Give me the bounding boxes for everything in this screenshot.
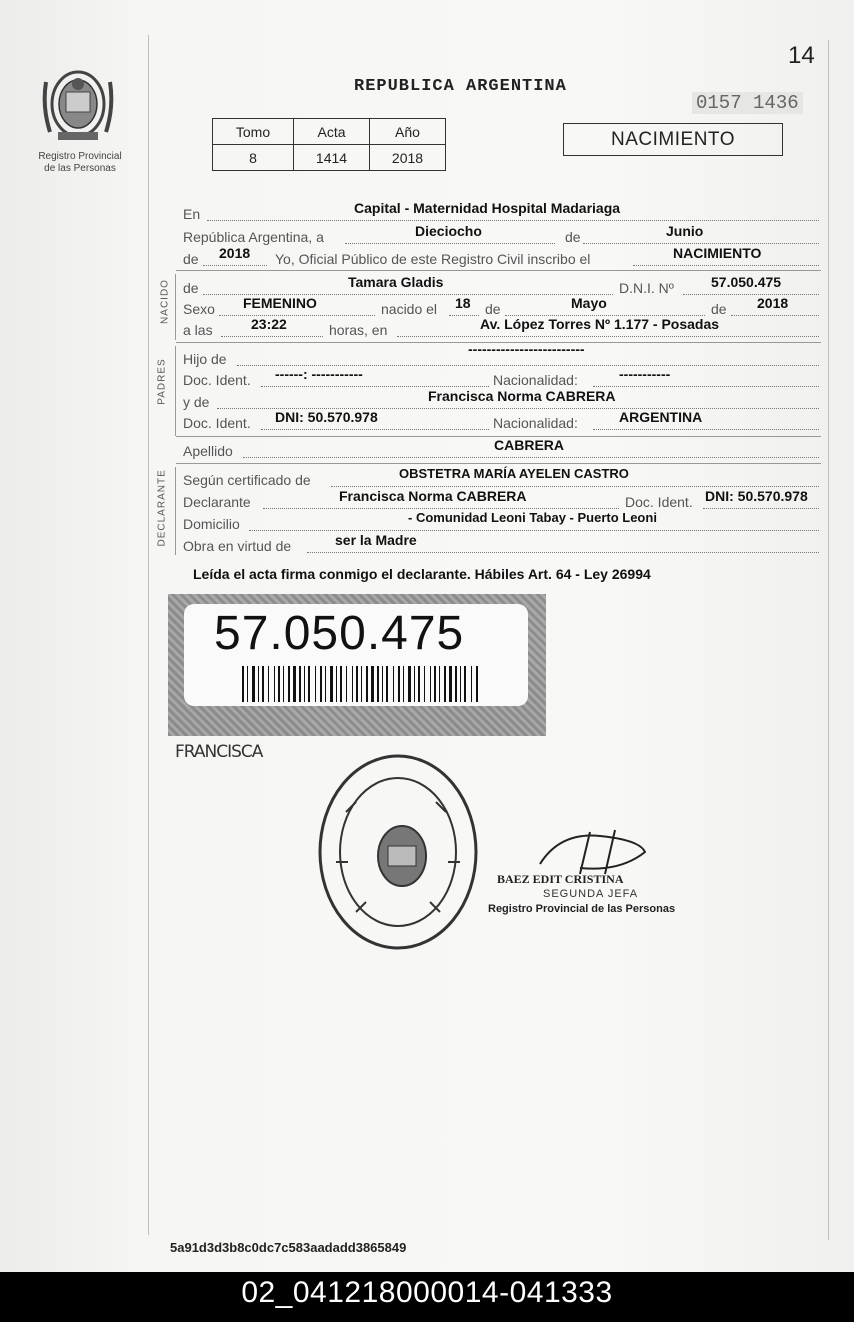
de4-label: de [485, 301, 501, 317]
row-en [183, 200, 823, 226]
decl-label: Declarante [183, 494, 251, 510]
obra-value: ser la Madre [335, 532, 417, 548]
padres-sidebar [175, 346, 176, 436]
de5-label: de [711, 301, 727, 317]
barcode-inner [184, 604, 528, 706]
acta-value: 1414 [294, 145, 370, 171]
month-value: Junio [666, 223, 704, 239]
yo-text: Yo, Oficial Público de este Registro Civil inscribo el [275, 251, 591, 267]
declarant-signature: FRANCISCA [175, 742, 263, 762]
birth-year-value: 2018 [757, 295, 789, 311]
tomo-header: Tomo [213, 119, 294, 145]
official-name: BAEZ EDIT CRISTINA [497, 872, 624, 886]
row-doc2 [183, 409, 823, 435]
row-time [183, 316, 823, 342]
logo-caption-line1: Registro Provincial [38, 151, 122, 162]
serial-number: 0157 1436 [692, 92, 803, 114]
decl-doc-value: DNI: 50.570.978 [705, 488, 808, 504]
nac1-value: ----------- [619, 366, 671, 382]
anio-header: Año [370, 119, 446, 145]
inscribo-value: NACIMIENTO [673, 245, 762, 261]
barcode-bars-icon [242, 666, 482, 702]
mother-value: Francisca Norma CABRERA [428, 388, 616, 404]
right-margin-line [828, 40, 829, 1240]
en-label: En [183, 206, 201, 222]
logo-caption [30, 151, 130, 175]
doc1-value: ------: ----------- [275, 366, 363, 382]
document-title: REPUBLICA ARGENTINA [354, 77, 567, 96]
registry-table-values [213, 145, 446, 171]
logo-caption-line2: de las Personas [44, 163, 116, 174]
footer-id: 02_041218000014-041333 [241, 1276, 613, 1309]
act-type-box: NACIMIENTO [563, 123, 783, 156]
declarante-side-label: DECLARANTE [156, 469, 168, 547]
yde-label: y de [183, 394, 210, 410]
nacido-sidebar [175, 274, 176, 340]
closing-text: Leída el acta firma conmigo el declarante. Hábiles Art. 64 - Ley 26994 [193, 566, 651, 582]
hijo-value: ------------------------- [468, 341, 585, 357]
de2-label: de [183, 251, 199, 267]
obra-label: Obra en virtud de [183, 538, 292, 554]
birth-day-value: 18 [455, 295, 471, 311]
registry-table [212, 118, 446, 171]
de-label: de [565, 229, 581, 245]
decl-value: Francisca Norma CABRERA [339, 488, 527, 504]
apellido-label: Apellido [183, 443, 233, 459]
document-hash: 5a91d3d3b8c0dc7c583aadadd3865849 [170, 1240, 407, 1255]
dni-label: D.N.I. Nº [619, 280, 674, 296]
apellido-value: CABRERA [494, 437, 564, 453]
de3-label: de [183, 280, 199, 296]
sexo-label: Sexo [183, 301, 215, 317]
province-crest-icon [38, 62, 118, 147]
alas-label: a las [183, 322, 213, 338]
nac2-value: ARGENTINA [619, 409, 703, 425]
tomo-value: 8 [213, 145, 294, 171]
republica-label: República Argentina, a [183, 229, 324, 245]
decl-doc-label: Doc. Ident. [625, 494, 693, 510]
nacido-side-label: NACIDO [159, 279, 171, 324]
horas-label: horas, en [329, 322, 388, 338]
row-year [183, 245, 823, 271]
time-value: 23:22 [251, 316, 287, 332]
hijo-label: Hijo de [183, 351, 227, 367]
page-number: 14 [788, 42, 815, 69]
row-domicilio [183, 510, 823, 536]
barcode-number: 57.050.475 [214, 607, 465, 660]
row-obra [183, 532, 823, 558]
birth-month-value: Mayo [571, 295, 607, 311]
day-value: Dieciocho [415, 223, 482, 239]
cert-value: OBSTETRA MARÍA AYELEN CASTRO [399, 466, 629, 481]
dni-value: 57.050.475 [711, 274, 782, 290]
en-value: Capital - Maternidad Hospital Madariaga [354, 200, 621, 216]
nacido-label: nacido el [381, 301, 438, 317]
doc2-value: DNI: 50.570.978 [275, 409, 378, 425]
place-value: Av. López Torres Nº 1.177 - Posadas [480, 316, 720, 332]
official-role: SEGUNDA JEFA [543, 888, 639, 900]
divider-4 [176, 463, 821, 464]
barcode-label [168, 594, 546, 736]
acta-header: Acta [294, 119, 370, 145]
left-margin-line [148, 35, 149, 1235]
sexo-value: FEMENINO [243, 295, 317, 311]
dom-value: - Comunidad Leoni Tabay - Puerto Leoni [408, 510, 657, 525]
anio-value: 2018 [370, 145, 446, 171]
nac2-label: Nacionalidad: [493, 415, 578, 431]
official-office: Registro Provincial de las Personas [488, 903, 676, 915]
dom-label: Domicilio [183, 516, 240, 532]
nac1-label: Nacionalidad: [493, 372, 578, 388]
row-apellido [183, 437, 823, 463]
name-value: Tamara Gladis [348, 274, 444, 290]
doc2-label: Doc. Ident. [183, 415, 251, 431]
cert-label: Según certificado de [183, 472, 311, 488]
year-value: 2018 [219, 245, 251, 261]
doc1-label: Doc. Ident. [183, 372, 251, 388]
registry-table-header [213, 119, 446, 145]
padres-side-label: PADRES [156, 358, 168, 405]
official-seal-icon [316, 752, 480, 952]
divider-1 [176, 270, 821, 271]
declarante-sidebar [175, 467, 176, 555]
